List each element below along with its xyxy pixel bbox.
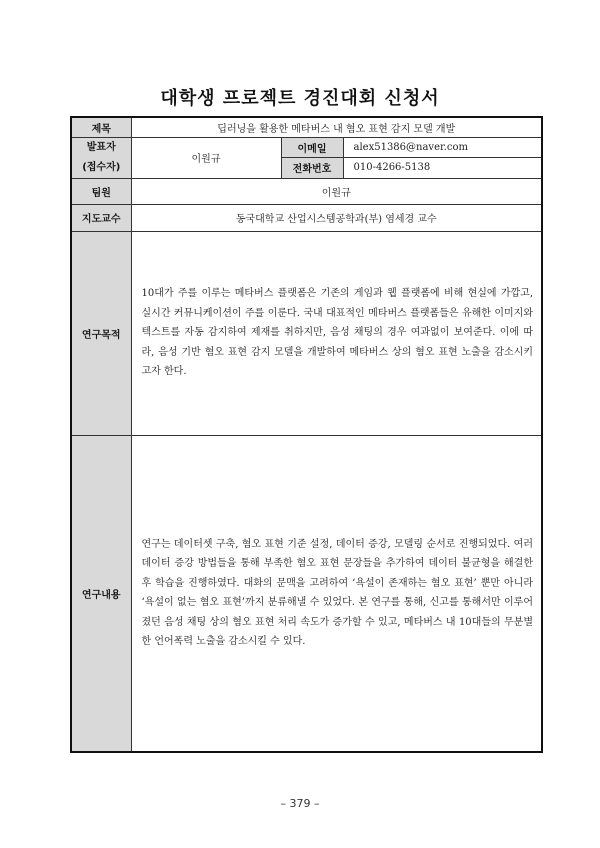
content-row (71, 435, 542, 752)
advisor-label: 지도교수 (71, 204, 131, 231)
purpose-label: 연구목적 (71, 231, 131, 435)
subject-row (71, 117, 542, 137)
presenter-label (71, 137, 131, 178)
content-text: 연구는 데이터셋 구축, 혐오 표현 기준 설정, 데이터 증강, 모델링 순서로 진행되었다. 여러 데이터 증강 방법들을 통해 부족한 혐오 표현 문장들을 추가하여 데이터 불균형을 해결한 후 학습을 진행하였다. 대화의 문맥을 고려하여 ‘욕설이 존재하는 혐오 표현’ 뿐만 아니라 ‘욕설이 없는 혐오 표현’까지 분류해낼 수 있었다. 본 연구를 통해, 신고를 통해서만 이루어졌던 음성 채팅 상의 혐오 표현 처리 속도가 증가할 수 있고, 메타버스 내 10대들의 무분별한 언어폭력 노출을 감소시킬 수 있다. (131, 435, 542, 752)
presenter-label-line1: 발표자 (86, 141, 116, 153)
subject-value: 딥러닝을 활용한 메타버스 내 혐오 표현 감지 모델 개발 (131, 117, 542, 137)
presenter-row (71, 137, 542, 158)
application-form-table (70, 116, 543, 753)
presenter-value: 이원규 (131, 137, 281, 178)
subject-label: 제목 (71, 117, 131, 137)
page-title: 대학생 프로젝트 경진대회 신청서 (160, 88, 440, 109)
purpose-row (71, 231, 542, 435)
presenter-label-line2: (접수자) (82, 161, 121, 173)
team-value: 이원규 (131, 178, 542, 204)
advisor-value: 동국대학교 산업시스템공학과(부) 염세경 교수 (131, 204, 542, 231)
content-label: 연구내용 (71, 435, 131, 752)
advisor-row (71, 204, 542, 231)
purpose-text: 10대가 주를 이루는 메타버스 플랫폼은 기존의 게임과 웹 플랫폼에 비해 현실에 가깝고, 실시간 커뮤니케이션이 주를 이룬다. 국내 대표적인 메타버스 플랫폼들은 유해한 이미지와 텍스트를 자동 감지하여 제재를 취하지만, 음성 채팅의 경우 여과없이 보여준다. 이에 따라, 음성 기반 혐오 표현 감지 모델을 개발하여 메타버스 상의 혐오 표현 노출을 감소시키고자 한다. (131, 231, 542, 435)
email-value: alex51386@naver.com (343, 137, 542, 158)
team-label: 팀원 (71, 178, 131, 204)
phone-label: 전화번호 (281, 158, 343, 179)
email-label: 이메일 (281, 137, 343, 158)
page-number: – 379 – (280, 797, 320, 810)
team-row (71, 178, 542, 204)
phone-value: 010-4266-5138 (343, 158, 542, 179)
